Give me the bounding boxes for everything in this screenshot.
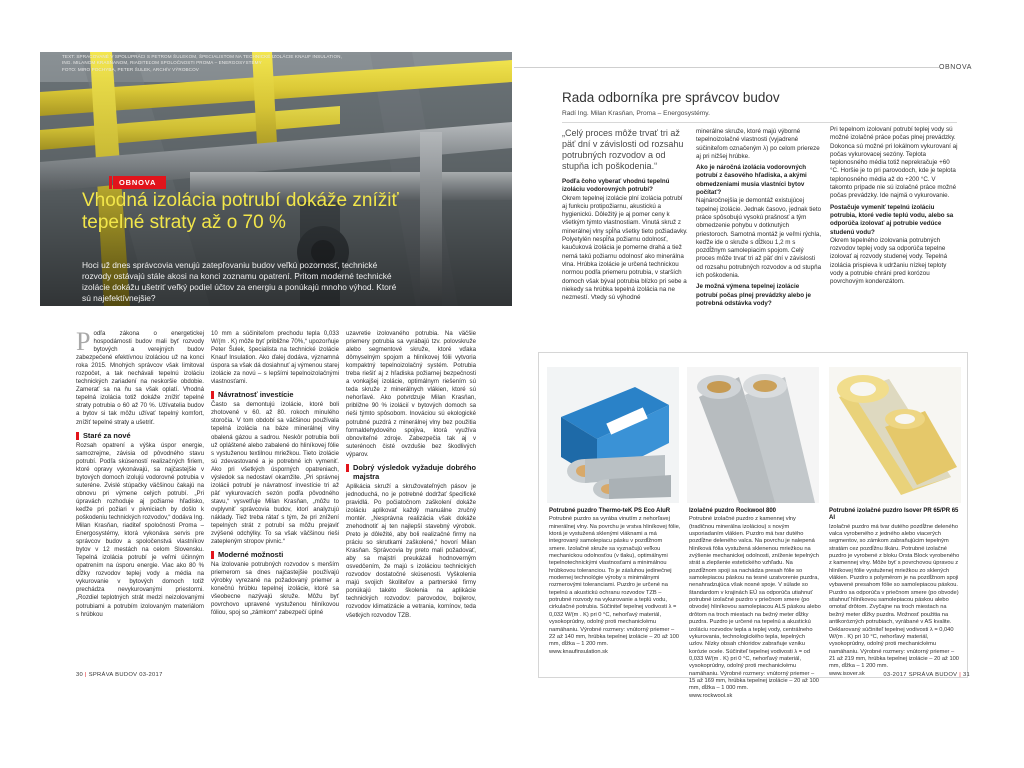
issue-number: 03-2017: [883, 672, 907, 678]
paragraph: Na izolovanie potrubných rozvodov s menším priemerom sa dnes najčastejšie používajú výrobky vyrezané na požadovaný priemer a konečnú hrúbku tepelnej izolácie, ktoré sa všeobecne nazývajú skruže. Môžu byť povrchovo upravené vystuženou hliníkovou fóliou, spoj so „zámkom“ zabezpečí úplné: [211, 561, 339, 617]
page-number: 30: [76, 672, 84, 678]
issue-number: 03-2017: [139, 672, 163, 678]
question: Je možná výmena tepelnej izolácie potrubí počas plnej prevádzky alebo je potrebná odstávka vody?: [696, 283, 811, 307]
question: Postačuje vymeniť tepelnú izoláciu potrubia, ktoré vedie teplú vodu, alebo sa odporúča izolovať aj potrubie vedúce studenú vodu?: [830, 203, 954, 236]
answer: minerálne skruže, ktoré majú výborné tepelnoizolačné vlastnosti (vyjadrené súčiniteľom označeným λ) po celom priereze aj pri nižšej hrúbke.: [696, 128, 820, 160]
product-website[interactable]: www.isover.sk: [829, 670, 865, 677]
product-card-knauf: [549, 508, 681, 656]
paragraph: uzavretie izolovaného potrubia. Na väčšie priemery potrubia sa vyrábajú tzv. polovskruže alebo segmentové skruže, ktoré vďaka dômyselným spojom a hliníkovej fólii vytvoria kompaktný tepelnoizolačný systém. Potrubia treba riešiť aj z hľadiska požiarnej bezpečnosti a vonkajšej izolácie, optimálnym riešením sú teda skruže z minerálnych vlákien, ktoré sú nehorľavé. Ako potvrdzuje Milan Krasňan, približne 90 % izolácií v bytových domoch sa rieši týmto spôsobom. Inováciou sú ekologické potrubné puzdrá z minerálnej vlny bez použitia formaldehydového spojiva, ktorá využíva obnoviteľné zdroje. Zabezpečia tak aj v suterénoch čisté ovzdušie bez škodlivých výparov.: [346, 330, 476, 458]
product-description: Potrubné izolačné puzdro z kamennej vlny (tradičnou minerálna izoláciou) s novým usporiadaním vlákien. Puzdro má tvar dutého pozdĺžne deleného valca. Na povrchu je nalepená hliníková fólia vystužená sklenenou mriežkou na zvýšenie mechanickej odolnosti, zníženie tepelných strát a zlepšenie estetického vzhľadu. Na pozdĺžnom spoji sa nachádza presah fólie so samolepiacou páskou na tesné uzatvorenie puzdra, nenahradzujúca však nosné spoje. V súlade so štandardom v krajinách EÚ sa odporúča utiahnuť potrubné izolačné puzdro v priečnom smere (po obvode) hliníkovou samolepiacou ALS páskou alebo drôtom na troch miestach na bežný meter dĺžky puzdra. Puzdro je určené na tepelnú a akustickú izoláciu rozvodov tepla a teplej vody, centrálneho vykurovania, technologického tepla, tepelných uzlov. Nízky obsah chloridov zabraňuje vzniku korózie ocele. Súčiniteľ tepelnej vodivosti λ = od 0,033 W/(m . K) pri 0 °C, nehorľavý materiál, vysokoprúdny, odolný proti mechanickému namáhaniu. Výrobné rozmery: vnútorný priemer – 15 až 169 mm, hrúbka tepelnej izolácie – 20 až 100 mm, dĺžka – 1 000 mm.: [689, 516, 821, 692]
answer: Pri tepelnom izolovaní potrubí teplej vody sú možné izolačné práce počas plnej prevádzky. Dokonca sú možné pri lokálnom vykurovaní aj počas vykurovacej sezóny. Teplota teplonosného média totiž neprekračuje +60 °C. Horšie je to pri parovodoch, kde je teplota teplonosného média až do +200 °C. V takomto prípade nie sú izolačné práce možné počas prevádzky. Ide najmä o vykurovanie.: [830, 126, 958, 200]
pull-quote: „Celý proces môže trvať tri až päť dní v závislosti od rozsahu potrubných rozvodov a od stupňa ich poškodenia.“: [562, 128, 684, 171]
paragraph: Často sa demontujú izolácie, ktoré boli zhotovené v 60. až 80. rokoch minulého storočia. V tom období sa väčšinou používala tepelná izolácia na báze minerálnej vlny obalená gázou a sadrou. Neskôr potrubia boli už opláštené alebo zabalené do hliníkovej fólie s vystuženou textilnou mriežkou. Tieto izolácie sú zdevastované a je potrebné ich vymeniť. Ako pri všetkých úsporných opatreniach, výsledok sa nedostaví okamžite. „Pri správnej izolácii potrubí je návratnosť investície tri až päť vykurovacích sezón podľa pôvodného stavu,“ vysvetľuje Milan Krasňan, „môžu to ovplyvniť správcovia budov, ktorí analyzujú náklady. Tiež treba rátať s tým, že pri znížení tepelných strát z potrubí sa môžu prejaviť zvýšené odchýlky. To sa však väčšinou rieši zatepleným stropov pivnic.“: [211, 401, 339, 546]
subheading: Návratnosť investície: [211, 390, 339, 399]
answer: Okrem tepelnej izolácie plní izolácia potrubí aj funkciu protipožiarnu, akustickú a hygienickú. Dôležitý je aj pomer ceny k všetkým týmto vlastnostiam. Vinutá skruž z minerálnej vlny spĺňa všetky tieto požiadavky. Polyetylén nespĺňa požiarnu odolnosť, kaučuková izolácia je pomerne drahá a tiež nemá takú požiarnu odolnosť ako minerálna vlna. Hrúbka izolácie je určená technickou normou podľa priemeru potrubia, v starších domoch však býval potrubia blízko pri sebe a niekedy sa hrúbka tepelná izolácia na ne nezmestí. Vtedy sú výhodné: [562, 194, 688, 302]
product-name: Izolačné puzdro Rockwool 800: [689, 508, 777, 514]
paragraph: Podľa zákona o energetickej hospodárnosti budov mali byť rozvody bytových a verejných budov zabezpečené efektívnou izoláciou už na konci roka 2015. Mnohých správcov však limitoval rozpočet, a tak nechávali tepelnú izoláciu technických zariadení na neskoršie obdobie. Zamerať sa na ňu sa však oplatí. Vhodná tepelná izolácia totiž dokáže znížiť tepelné straty potrubia o 60 až 70 %. Užívatelia budov a bytov si tak môžu užívať tepelný komfort, znížiť tepelné straty a ušetriť.: [76, 327, 204, 426]
product-description: Potrubné puzdro sa vyrába vinutím z nehorľavej minerálnej vlny. Na povrchu je vrstva hliníkovej fólie, ktorá je vystužená sklenými vláknami a má integrovaný samolepiacu pásku v pozdĺžnom smere. Izolačné skruže sa vyznačujú veľkou mechanickou odolnosťou (v tlaku), optimálnymi tepelnotechnickými vlastnosťami a minimálnou hrúbkovou toleranciou. To je zásluhou jedinečnej modernej technológie výroby s minimálnymi rozmerovými toleranciami. Puzdro je určené na tepelnú a akustickú ochranu rozvodov TZB – potrubné rozvody na vykurovanie a teplú vodu, cirkulačné potrubia. Súčiniteľ tepelnej vodivosti λ = 0,032 W/(m . K) pri 0 °C, nehorľavý materiál, vysokoprúdny, odolný proti mechanickému namáhaniu. Výrobné rozmery: vnútorný priemer – 22 až 140 mm, hrúbka tepelnej izolácie – 20 až 100 mm, dĺžka – 1 200 mm.: [549, 516, 681, 648]
question: Ako je náročná izolácia vodorovných potrubí z časového hľadiska, a akými obmedzeniami musia vlastníci bytov počítať?: [696, 164, 807, 197]
subheading: Staré za nové: [76, 431, 204, 440]
rubric-divider: [514, 67, 939, 68]
subheading: Dobrý výsledok vyžaduje dobrého majstra: [346, 463, 476, 481]
advice-column-3: [830, 126, 958, 287]
product-name: Potrubné izolačné puzdro Isover PR 65/PR 65 AI: [829, 508, 959, 522]
answer: Okrem tepelného izolovania potrubných rozvodov teplej vody sa odporúča tepelne izolovať aj rozvody studenej vody. Tepelná izolácia prispieva k udržaniu nízkej teploty vody a potrubie chráni pred korózou povrchovým kondenzátom.: [830, 236, 948, 286]
box-divider: [562, 122, 957, 123]
product-photo-isover: [829, 367, 961, 503]
insulation-sleeve-icon: [547, 367, 679, 503]
product-card-isover: [829, 508, 961, 678]
article-title: Vhodná izolácia potrubí dokáže znížiť tepelné straty až o 70 %: [82, 190, 399, 233]
product-website[interactable]: www.knaufinsulation.sk: [549, 648, 608, 655]
answer: Najnáročnejšia je demontáž existujúcej tepelnej izolácie. Jednak časovo, jednak tieto práce spôsobujú vysokú prašnosť a tým obmedzenie pohybu v dotknutých priestoroch. Samotná montáž je veľmi rýchla, keďže ide o skruže s dĺžkou 1,2 m s pozdĺžnym samolepiacim spojom. Celý proces môže trvať tri až päť dní v závislosti od rozsahu potrubných rozvodov a od stupňa ich poškodenia.: [696, 197, 822, 280]
advice-column-1: [562, 128, 688, 302]
photo-credits: TEXT: SPRACOVANÉ V SPOLUPRÁCI S PETROM ŠULEKOM, ŠPECIALISTOM NA TECHNICKÉ IZOLÁCIE KNAUF INSULATION, ING. MILANOM KRASŇANOM, RIADITEĽOM SPOLOČNOSTI PROMA – ENERGOSYSTÉMY FOTO: MIRO POCHYBA, PETER ŠULEK, ARCHÍV VÝROBCOV: [62, 54, 342, 72]
advice-column-2: [696, 128, 822, 308]
question: Podľa čoho vyberať vhodnú tepelnú izoláciu vodorovných potrubí?: [562, 178, 670, 194]
body-column-3: [346, 330, 476, 620]
paragraph: Rozsah opatrení a výška úspor energie, samozrejme, závisia od pôvodného stavu potrubí. Podľa skúseností realizačných firiem, ktoré opravy vykonávajú, sa najčastejšie v bytových domoch izolujú vodorovné potrubia v suteréne. Zvislé stúpačky väčšinou čakajú na obnovu pri výmene celých potrubí. „Pri úpravách rozhoduje aj požiarne hľadisko, keďže pri požiari v pivniciach by došlo k poškodeniu technických rozvodov,“ dodáva Ing. Milan Krasňan, riaditeľ spoločnosti Proma – Energosystémy, ktorá vykonáva servis pre správcov budov a spoločenstvá vlastníkov bytov v 12 mestách na celom Slovensku. Tepelná izolácia potrubí je veľmi účinným opatrením na úsporu energie. Viac ako 80 % dĺžky rozvodov teplej vody a média na vykurovanie v bytových domoch totiž prechádza nevykurovanými priestormi. „Rozdiel teplotných strát medzi neizolovanými potrubiami a potrubím izolovaným materiálom s hrúbkou: [76, 441, 204, 618]
page-number: 31: [962, 672, 970, 678]
box-subtitle: Radí Ing. Milan Krasňan, Proma – Energosystémy.: [562, 110, 710, 117]
magazine-name: SPRÁVA BUDOV: [908, 672, 958, 678]
rubric-label: OBNOVA: [938, 64, 972, 71]
page-footer-right: 03-2017 SPRÁVA BUDOV | 31: [883, 672, 970, 678]
products-panel: [538, 352, 968, 699]
magazine-name: SPRÁVA BUDOV: [88, 672, 138, 678]
left-page: [40, 52, 512, 684]
box-title: Rada odborníka pre správcov budov: [562, 90, 780, 105]
right-page: [514, 52, 974, 699]
body-column-1: [76, 327, 204, 619]
paragraph: 10 mm a súčiniteľom prechodu tepla 0,033 W/(m . K) môže byť približne 70%,“ upozorňuje Peter Šulek, špecialista na technické izolácie Knauf Insulation. Ako ďalej dodáva, významná úspora sa však dá dosiahnuť aj výmenou starej izolácie za novú – s lepšími tepelnoizolačnými vlastnosťami.: [211, 330, 339, 386]
body-column-2: [211, 330, 339, 618]
product-photo-knauf: [547, 367, 679, 503]
product-card-rockwool: [689, 508, 821, 700]
page-footer-left: 30 | SPRÁVA BUDOV 03-2017: [76, 672, 163, 678]
product-name: Potrubné puzdro Thermo-teK PS Eco AluR: [549, 508, 671, 514]
hero-photo: [40, 52, 512, 306]
product-photo-rockwool: [687, 367, 819, 503]
expert-advice-box: [548, 82, 964, 384]
insulation-sleeve-icon: [687, 367, 819, 503]
product-description: Izolačné puzdro má tvar dutého pozdĺžne deleného valca vyrobeného z jedného alebo viacerých segmentov, so zámkom zabraňujúcim tepelným stratám cez pozdĺžnu škáru. Potrubné izolačné puzdro je vyrobené z bloku Orsta Block vyrobeného z kamennej vlny. Môže byť s povrchovou úpravou z hliníkovej fólie vystuženej mriežkou zo sklených vlákien. Puzdro s polymérom je na pozdĺžnom spoji vybavené presahom fólie so samolepiacou páskou. Puzdro sa odporúča v priečnom smere (po obvode) stiahnuť hliníkovou samolepiacou páskou alebo omotať drôtom. Zvyčajne na troch miestach na bežný meter dĺžky puzdra. Možnosť použitia na antikorózných potrubiach, vyrábané v AS kvalite. Deklarovaný súčiniteľ tepelnej vodivosti λ = 0,040 W/(m . K) pri 10 °C, nehorľavý materiál, vysokoprúdny, odolný proti mechanickému namáhaniu. Výrobné rozmery: vnútorný priemer – 21 až 219 mm, hrúbka tepelnej izolácie – 20 až 100 mm, dĺžka – 1 200 mm.: [829, 523, 960, 670]
article-lead: Hoci už dnes správcovia venujú zatepľovaniu budov veľkú pozornosť, technické rozvody ostávajú stále akosi na konci zoznamu opatrení. Pritom moderné technické izolácie dokážu ušetriť veľký podiel účtov za energiu a ponúkajú mnoho výhod. Ktoré sú najefektívnejšie?: [82, 260, 397, 303]
paragraph: Aplikácia skruží a skružovateľných pásov je jednoduchá, no je potrebné dodržať špecifické pravidlá. Po počiatočnom zaškolení dokáže izoláciu aplikovať každý manuálne zručný montér. „Nesprávna realizácia však dokáže znehodnotiť aj ten najlepší stavebný výrobok. Preto je dôležité, aby boli realizačné firmy na práciu so skrutkami zaškolené,“ hovorí Milan Krasňan. Správcovia by preto mali požadovať, aby sa majstri preukázali hodnoverným osvedčením, že majú s izoláciou technických rozvodov dostatočné skúsenosti. Vyškolenia majú svojich školiteľov a partnerské firmy ponúkajú takéto školenia na aplikácie technických rozvodov: parovodov, bojlerov, rozvodov klimatizácie a vetrania, komínov, teda všetkých rozvodov TZB.: [346, 482, 476, 619]
drop-cap: P: [76, 327, 91, 356]
subheading: Moderné možnosti: [211, 550, 339, 559]
product-website[interactable]: www.rockwool.sk: [689, 692, 733, 699]
insulation-sleeve-icon: [829, 367, 961, 503]
section-tag: OBNOVA: [113, 176, 166, 189]
